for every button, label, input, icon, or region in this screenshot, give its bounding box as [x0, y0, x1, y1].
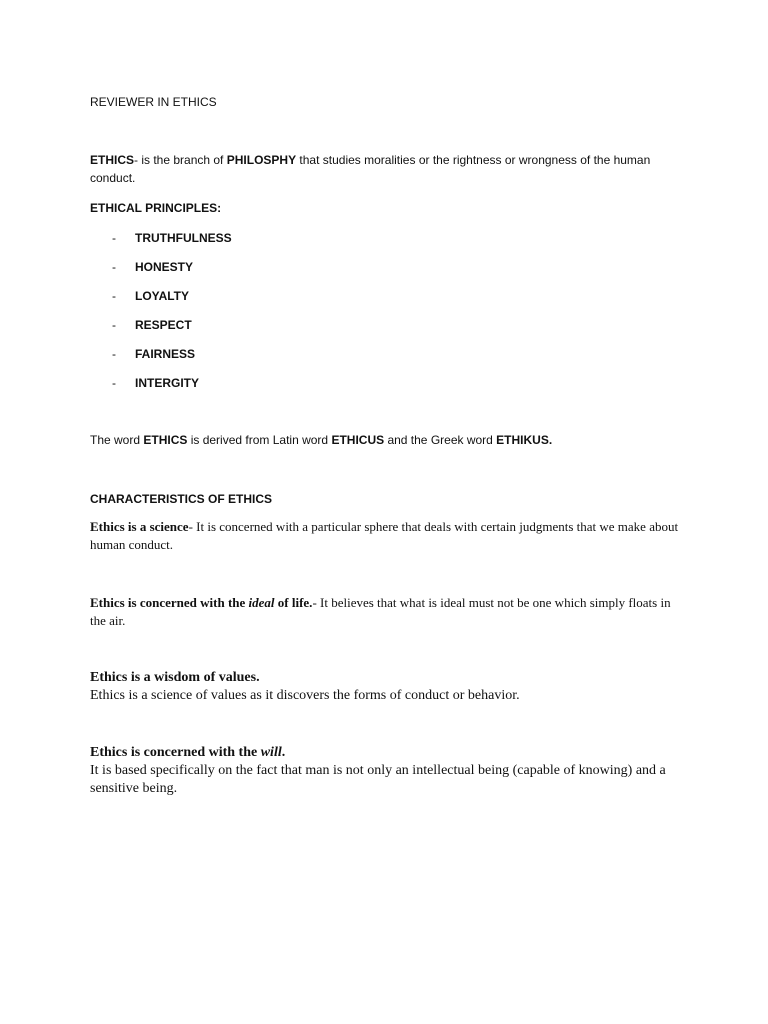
word-origin: The word ETHICS is derived from Latin word ETHICUS and the Greek word ETHIKUS. [90, 433, 553, 447]
principles-heading: ETHICAL PRINCIPLES: [90, 201, 222, 215]
characteristics-heading: CHARACTERISTICS OF ETHICS [90, 492, 273, 506]
list-item: - LOYALTY [112, 289, 190, 303]
ethics-definition: ETHICS- is the branch of PHILOSPHY that studies moralities or the rightness or wrongness of the human conduct. [90, 153, 651, 185]
list-item: - TRUTHFULNESS [112, 231, 232, 245]
document-title: REVIEWER IN ETHICS [90, 95, 217, 109]
list-item: - INTERGITY [112, 376, 200, 390]
list-item: - RESPECT [112, 318, 192, 332]
characteristic-will [90, 744, 680, 798]
characteristic-heading: Ethics is concerned with the will. [90, 745, 286, 760]
list-item: - HONESTY [112, 260, 194, 274]
term-philosophy: PHILOSPHY [226, 153, 297, 167]
characteristic-body: Ethics is a science of values as it discovers the forms of conduct or behavior. [90, 688, 520, 703]
characteristic-science: Ethics is a science- It is concerned with a particular sphere that deals with certain judgments that we make about human conduct. [90, 519, 679, 552]
list-item: - FAIRNESS [112, 347, 196, 361]
characteristic-body: It is based specifically on the fact that man is not only an intellectual being (capable of knowing) and a sensitive being. [90, 763, 666, 796]
characteristic-heading: Ethics is a wisdom of values. [90, 670, 260, 685]
characteristic-ideal: Ethics is concerned with the ideal of life.- It believes that what is ideal must not be one which simply floats in the air. [90, 595, 671, 628]
characteristic-values [90, 669, 680, 705]
term-ethics: ETHICS [90, 153, 135, 167]
